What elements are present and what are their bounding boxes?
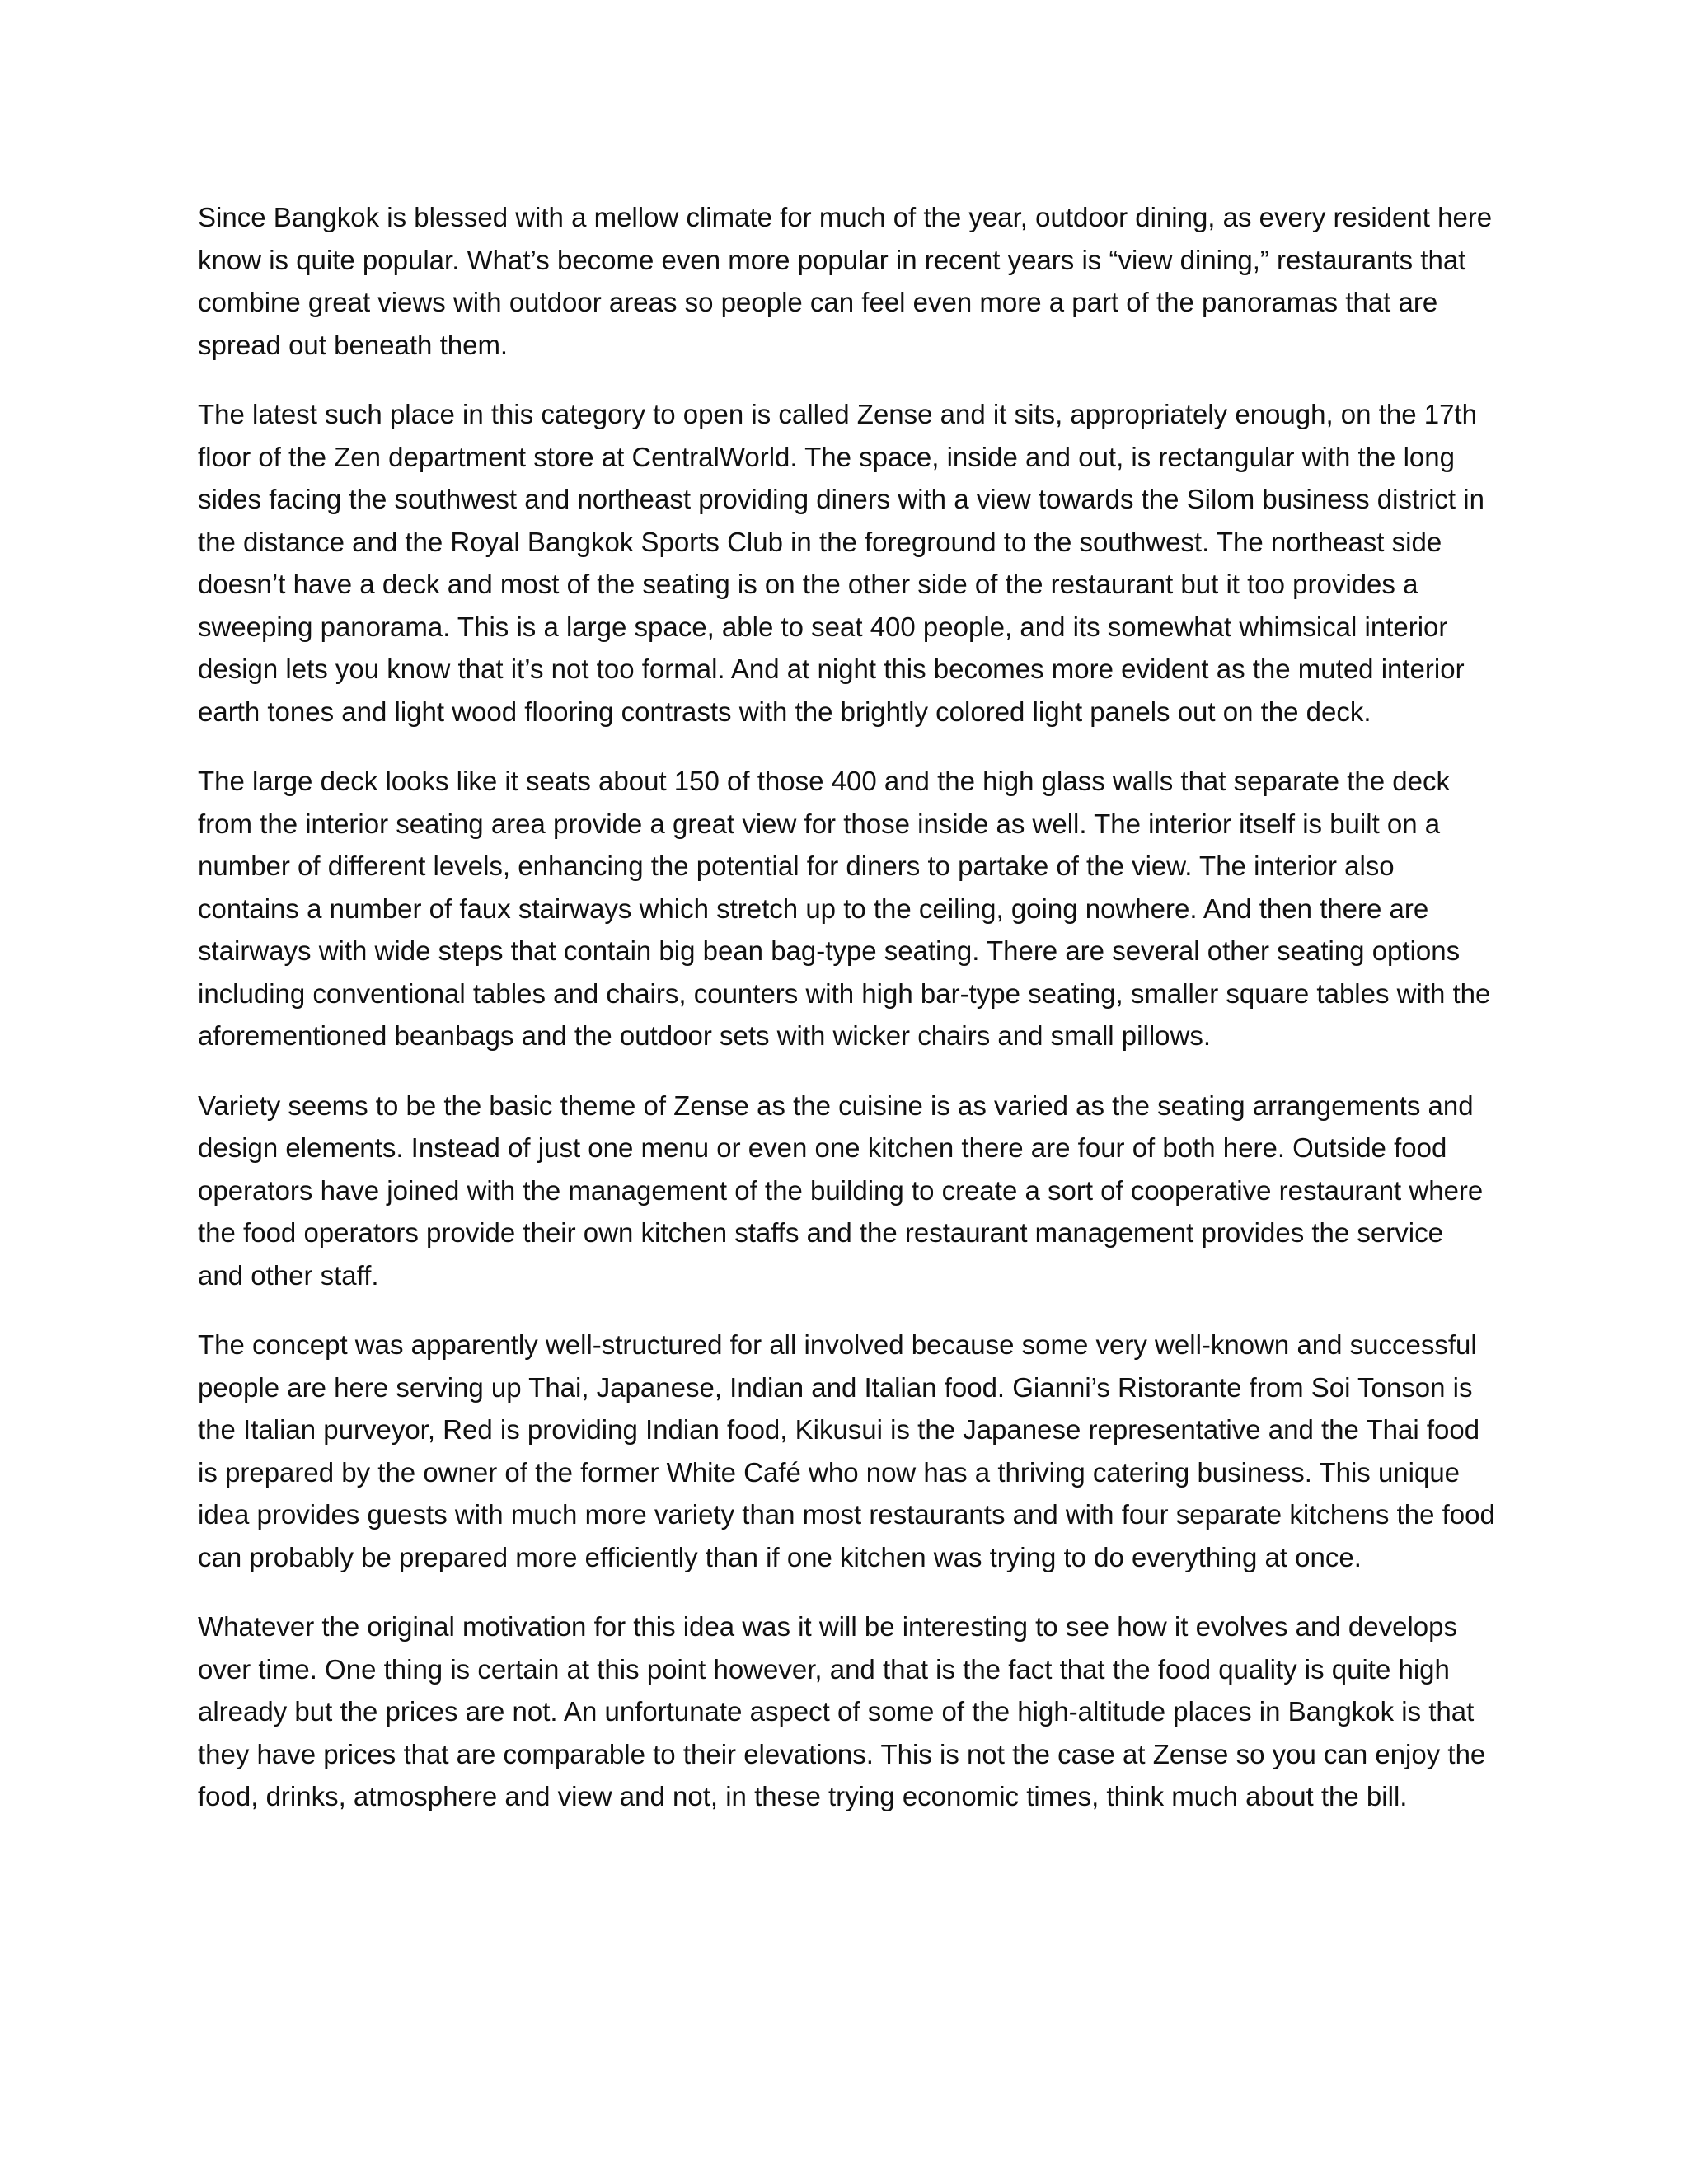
paragraph-6: Whatever the original motivation for this idea was it will be interesting to see how it evolves and develops over time. One thing is certain at this point however, and that is the fact that the food quality is quite high already but the prices are not. An unfortunate aspect of some of the high-altitude places in Bangkok is that they have prices that are comparable to their elevations. This is not the case at Zense so you can enjoy the food, drinks, atmosphere and view and not, in these trying economic times, think much about the bill.: [198, 1611, 1486, 1811]
paragraph-1: Since Bangkok is blessed with a mellow climate for much of the year, outdoor dining, as every resident here know is quite popular. What’s become even more popular in recent years is “view dining,” restaurants that combine great views with outdoor areas so people can feel even more a part of the panoramas that are spread out beneath them.: [198, 202, 1493, 360]
paragraph-2: The latest such place in this category to open is called Zense and it sits, appropriately enough, on the 17th floor of the Zen department store at CentralWorld. The space, inside and out, is rectangular with the long sides facing the southwest and northeast providing diners with a view towards the Silom business district in the distance and the Royal Bangkok Sports Club in the foreground to the southwest. The northeast side doesn’t have a deck and most of the seating is on the other side of the restaurant but it too provides a sweeping panorama. This is a large space, able to seat 400 people, and its somewhat whimsical interior design lets you know that it’s not too formal. And at night this becomes more evident as the muted interior earth tones and light wood flooring contrasts with the brightly colored light panels out on the deck.: [198, 399, 1484, 727]
article-body: [198, 196, 1496, 1845]
paragraph-4: Variety seems to be the basic theme of Zense as the cuisine is as varied as the seating arrangements and design elements. Instead of just one menu or even one kitchen there are four of both here. Outside food operators have joined with the management of the building to create a sort of cooperative restaurant where the food operators provide their own kitchen staffs and the restaurant management provides the service and other staff.: [198, 1090, 1484, 1291]
paragraph-3: The large deck looks like it seats about 150 of those 400 and the high glass walls that separate the deck from the interior seating area provide a great view for those inside as well. The interior itself is built on a number of different levels, enhancing the potential for diners to partake of the view. The interior also contains a number of faux stairways which stretch up to the ceiling, going nowhere. And then there are stairways with wide steps that contain big bean bag-type seating. There are several other seating options including conventional tables and chairs, counters with high bar-type seating, smaller square tables with the aforementioned beanbags and the outdoor sets with wicker chairs and small pillows.: [198, 766, 1491, 1051]
paragraph-5: The concept was apparently well-structured for all involved because some very well-known and successful people are here serving up Thai, Japanese, Indian and Italian food. Gianni’s Ristorante from Soi Tonson is the Italian purveyor, Red is providing Indian food, Kikusui is the Japanese representative and the Thai food is prepared by the owner of the former White Café who now has a thriving catering business. This unique idea provides guests with much more variety than most restaurants and with four separate kitchens the food can probably be prepared more efficiently than if one kitchen was trying to do everything at once.: [198, 1329, 1495, 1572]
